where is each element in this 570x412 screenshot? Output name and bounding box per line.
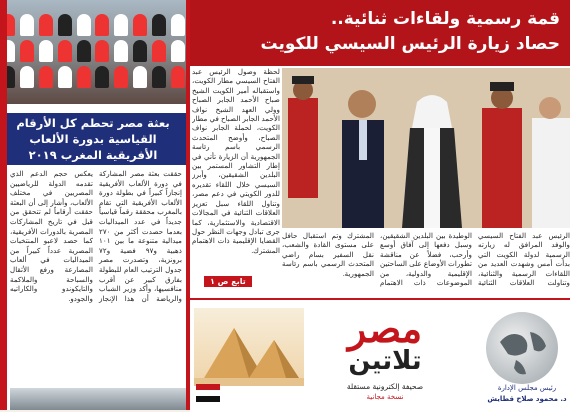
- left-red-bar: [0, 0, 7, 410]
- tagline: صحيفة إلكترونية مستقلة: [346, 382, 424, 391]
- main-side-text: لحظة وصول الرئيس عبد الفتاح السيسي مطار الكويت، واستقباله أمير الكويت الشيخ صباح الأحمد الجابر الصباح وولي العهد الشيخ نواف الأحمد الجابر الصباح في مطار الكويت، لحملة الجابر نواف الصباح، وأوضح المتحدث الرسمي باسم رئاسة الجمهورية أن الزيارة تأتي في إطار التشاور المستمر بين البلدين الشقيقين، وأبرز السيسي خلال اللقاء تقديره للدور الكويتي في دعم مصر، وتناول اللقاء سبل تعزيز العلاقات الثنائية في المجالات الاقتصادية والاستثمارية، كما جرى تبادل وجهات النظر حول القضايا الإقليمية ذات الاهتمام المشترك.: [192, 68, 280, 255]
- left-bottom-photo: [10, 388, 186, 410]
- tagline-free: نسخة مجانية: [366, 393, 404, 401]
- left-column: [0, 0, 186, 410]
- logo-title: مصر: [347, 306, 423, 351]
- left-headline-line2: القياسية بدورة الألعاب: [29, 132, 157, 146]
- continue-tag: تابع ص ١: [204, 276, 252, 287]
- logo-subtitle: تلاتين: [348, 346, 422, 376]
- main-section: [190, 0, 570, 410]
- egypt-flag-icon: [196, 384, 220, 402]
- main-headline-box: [190, 0, 570, 66]
- left-article-body: حققت بعثة مصر المشاركة في دورة الألعاب الأفريقية إنجازاً كبيراً في بطولة دورة الألعاب الأفريقية التي تقام بالمغرب محققة رقماً قياسياً جديداً في عدد الميداليات بعدما حصدت أكثر من ٢٧٠ ميدالية متنوعة ما بين ١٠١ ذهبية و٩٧ فضية و٧٢ برونزية، وتصدرت مصر جدول الترتيب العام للبطولة بفارق كبير عن أقرب منافسيها، وأكد وزير الشباب والرياضة أن هذا الإنجاز يعكس حجم الدعم الذي تقدمه الدولة للرياضيين المصريين في مختلف الألعاب، وأشار إلى أن البعثة حققت أرقاماً لم تتحقق من قبل في تاريخ المشاركات المصرية بالدورات الأفريقية، كما حصد لاعبو المنتخبات المصرية عدداً كبيراً من الميداليات في ألعاب المصارعة ورفع الأثقال والسباحة والملاكمة والتايكوندو والكاراتيه والجودو.: [10, 170, 182, 303]
- left-headline: [0, 113, 186, 165]
- presidents-photo-illustration: [282, 68, 570, 228]
- main-headline-line2: حصاد زيارة الرئيس السيسي للكويت: [260, 34, 560, 54]
- main-under-text: الرئيس عبد الفتاح السيسي والوفد المرافق له زيارته الرسمية لدولة الكويت التي بدأت أمس وشهدت العديد من اللقاءات الرسمية والثنائية، وتناولت العلاقات الثنائية الوطيدة بين البلدين الشقيقين، وسبل دفعها إلى آفاق أوسع وأرحب، فضلاً عن مناقشة تطورات الأوضاع على الساحتين الإقليمية والدولية، من الموضوعات ذات الاهتمام المشترك وتم استقبال حافل على مستوى القادة والشعب، نقل السفير بسام راضي المتحدث الرسمي باسم رئاسة الجمهورية.: [282, 232, 570, 288]
- pyramids-image: [194, 308, 304, 386]
- left-headline-line1: بعثة مصر تحطم كل الأرقام: [16, 116, 170, 130]
- main-headline-line1: قمة رسمية ولقاءات ثنائية..: [330, 9, 560, 29]
- left-headline-line3: الأفريقية المغرب ٢٠١٩: [28, 148, 158, 162]
- team-photo: [0, 0, 186, 104]
- chair-name: د. محمود صلاح قطايش: [487, 395, 567, 403]
- main-photo: [282, 68, 570, 228]
- masthead-footer: [190, 298, 570, 412]
- chair-title: رئيس مجلس الإدارة: [497, 384, 557, 392]
- globe-icon: [486, 312, 558, 384]
